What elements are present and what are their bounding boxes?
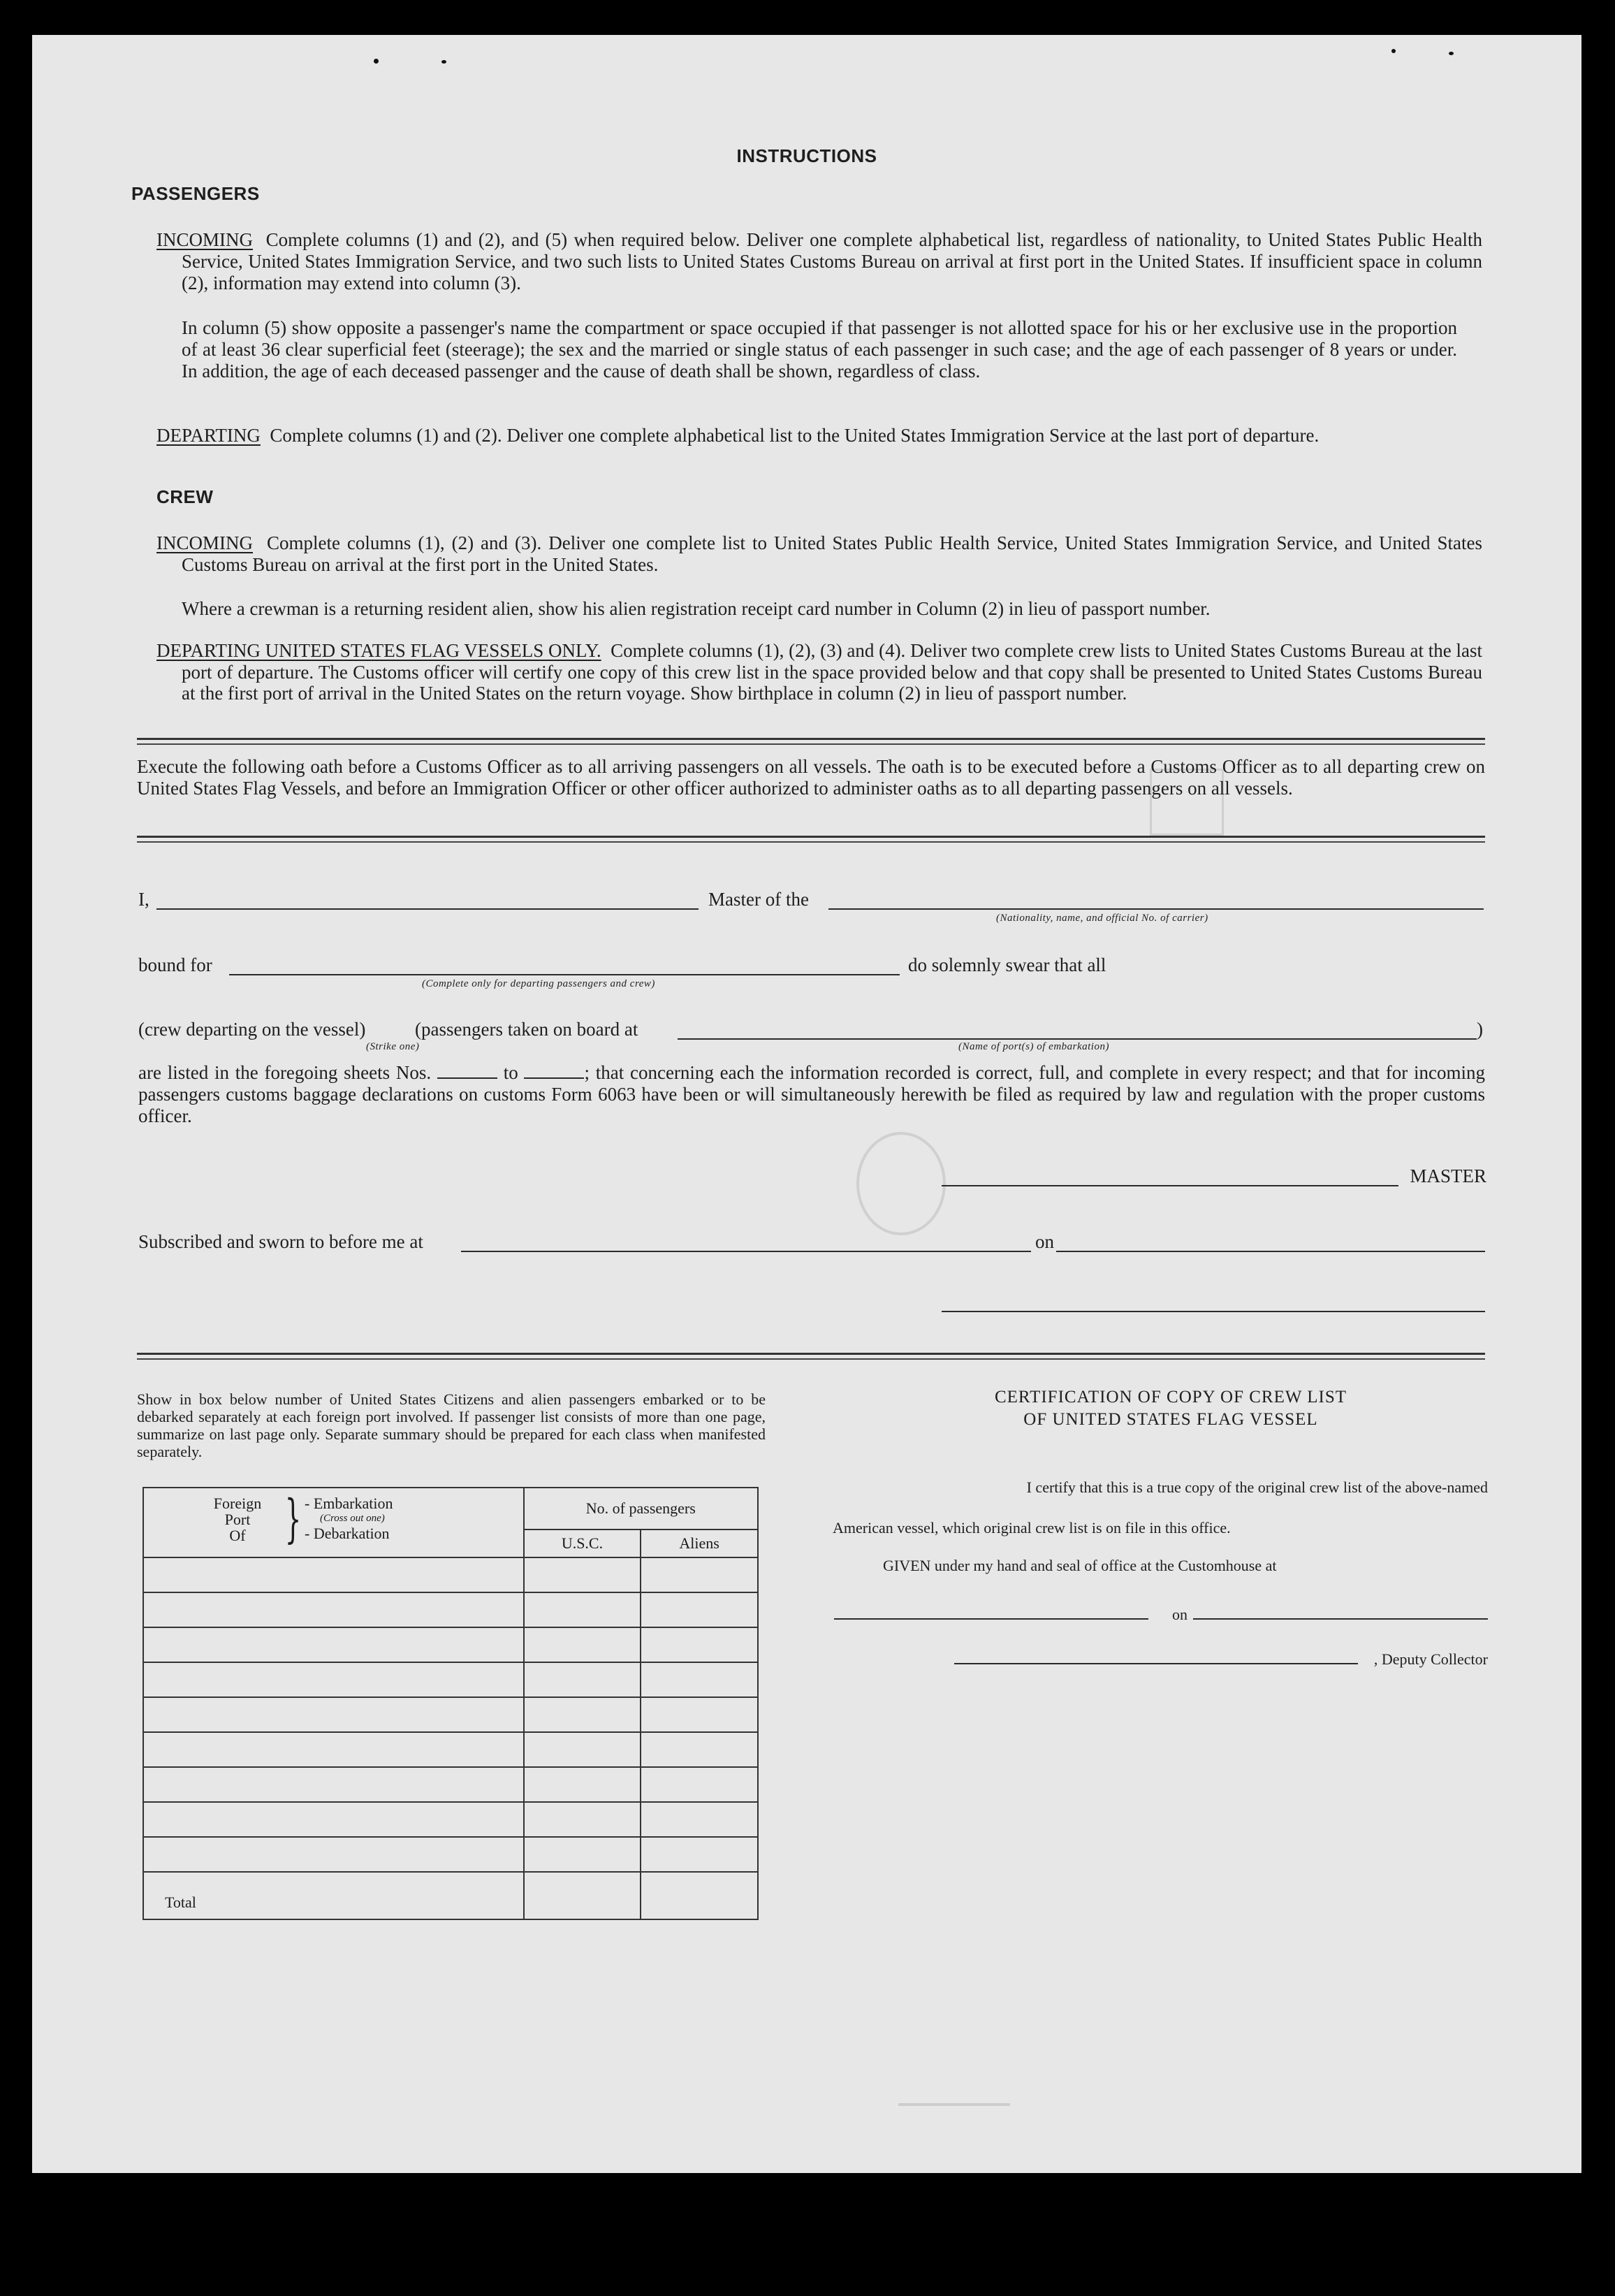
- certify-text: I certify that this is a true copy of the original crew list of the above-named: [1026, 1478, 1488, 1496]
- departing-label: DEPARTING: [156, 425, 261, 446]
- foreign-port-header: [143, 1488, 524, 1557]
- i-label: I,: [138, 889, 149, 910]
- oath-intro: Execute the following oath before a Customs Officer as to all arriving passengers on all vessels. The oath is to be executed before a Customs Officer as to all departing crew on United States Flag Vessels, and before an Immigration Officer or other officer authorized to administer oaths as to all departing passengers on all vessels.: [137, 756, 1485, 799]
- bleed-through-mark: [898, 2103, 1010, 2134]
- summary-instructions: Show in box below number of United States Citizens and alien passengers embarked or to be debarked separately at each foreign port involved. If passenger list consists of more than one page, summarize on last page only. Separate summary should be prepared for each class when manifested separately.: [137, 1390, 766, 1460]
- crew-departing-option: (crew departing on the vessel): [138, 1019, 366, 1040]
- deputy-collector-label: , Deputy Collector: [1373, 1650, 1488, 1668]
- subscribed-on-label: on: [1035, 1231, 1054, 1252]
- departing-flag-label: DEPARTING UNITED STATES FLAG VESSELS ONLY.: [156, 640, 601, 661]
- certification-title-line1: CERTIFICATION OF COPY OF CREW LIST: [994, 1388, 1347, 1407]
- certification-title-line2: OF UNITED STATES FLAG VESSEL: [1023, 1410, 1318, 1429]
- crew-heading: CREW: [156, 486, 214, 507]
- column5-instructions: In column (5) show opposite a passenger's name the compartment or space occupied if that passenger is not allotted space for his or her exclusive use in the proportion of at least 36 clear superficial feet (steerage); the sex and the married or single status of each passenger in such case; and the age of each passenger of 8 years or under. In addition, the age of each deceased passenger and the cause of death shall be shown, regardless of class.: [182, 317, 1457, 382]
- aliens-cell[interactable]: [641, 1837, 758, 1872]
- passengers-departing-instructions: [156, 425, 1482, 446]
- returning-resident-note: Where a crewman is a returning resident alien, show his alien registration receipt card number in Column (2) in lieu of passport number.: [182, 598, 1211, 619]
- document-page: [32, 35, 1581, 2173]
- port-of-embarkation-field[interactable]: [678, 1038, 1477, 1040]
- port-cell[interactable]: [143, 1662, 524, 1697]
- page-title: INSTRUCTIONS: [736, 145, 877, 166]
- aliens-cell[interactable]: [641, 1662, 758, 1697]
- bound-for-field[interactable]: [229, 974, 900, 975]
- section-divider: [137, 836, 1485, 843]
- usc-cell[interactable]: [524, 1732, 641, 1767]
- table-row: [143, 1592, 758, 1627]
- master-signature-line[interactable]: [942, 1185, 1398, 1186]
- certification-on-label: on: [1172, 1606, 1188, 1623]
- table-row: [143, 1697, 758, 1732]
- port-cell[interactable]: [143, 1697, 524, 1732]
- aliens-cell[interactable]: [641, 1557, 758, 1592]
- listed-text-a: are listed in the foregoing sheets Nos.: [138, 1062, 432, 1083]
- section-divider: [137, 738, 1485, 745]
- american-vessel-text: American vessel, which original crew list is on file in this office.: [833, 1519, 1231, 1536]
- table-row: [143, 1557, 758, 1592]
- usc-header: U.S.C.: [524, 1530, 641, 1557]
- brace-icon: }: [284, 1489, 302, 1549]
- port-caption: (Name of port(s) of embarkation): [958, 1041, 1109, 1052]
- no-of-passengers-header: No. of passengers: [524, 1488, 758, 1530]
- table-row: [143, 1627, 758, 1662]
- certification-date-field[interactable]: [1193, 1618, 1488, 1620]
- total-label: Total: [143, 1872, 524, 1919]
- section-divider: [137, 1353, 1485, 1360]
- departing-flag-vessels-instructions: [156, 640, 1482, 704]
- usc-cell[interactable]: [524, 1697, 641, 1732]
- crew-incoming-instructions: [156, 532, 1482, 576]
- oath-listed-paragraph: [138, 1062, 1485, 1127]
- sheet-from-field[interactable]: [437, 1065, 497, 1079]
- usc-cell[interactable]: [524, 1592, 641, 1627]
- aliens-cell[interactable]: [641, 1592, 758, 1627]
- aliens-cell[interactable]: [641, 1697, 758, 1732]
- debarkation-label: - Debarkation: [305, 1525, 390, 1542]
- port-cell[interactable]: [143, 1592, 524, 1627]
- port-cell[interactable]: [143, 1767, 524, 1802]
- port-cell[interactable]: [143, 1732, 524, 1767]
- incoming-text: Complete columns (1) and (2), and (5) when required below. Deliver one complete alphabetical list, regardless of nationality, to United States Public Health Service, United States Immigration Service, and two such lists to United States Customs Bureau on arrival at first port in the United States. If insufficient space in column (2), information may extend into column (3).: [182, 229, 1482, 293]
- of-label: Of: [229, 1527, 246, 1544]
- table-row: [143, 1802, 758, 1837]
- bleed-through-mark: [856, 1132, 946, 1235]
- cross-out-caption: (Cross out one): [320, 1513, 385, 1524]
- aliens-header: Aliens: [641, 1530, 758, 1557]
- master-name-field[interactable]: [156, 908, 699, 910]
- officer-signature-line[interactable]: [942, 1311, 1485, 1312]
- master-label: MASTER: [1410, 1165, 1486, 1186]
- subscribed-place-field[interactable]: [461, 1251, 1031, 1252]
- embarkation-label: - Embarkation: [305, 1495, 393, 1512]
- passengers-taken-option: (passengers taken on board at: [415, 1019, 638, 1040]
- passengers-incoming-instructions: [156, 229, 1482, 294]
- usc-cell[interactable]: [524, 1802, 641, 1837]
- master-of-label: Master of the: [708, 889, 809, 910]
- sheet-to-field[interactable]: [524, 1065, 584, 1079]
- scan-speck: [1391, 49, 1396, 53]
- port-cell[interactable]: [143, 1557, 524, 1592]
- nationality-caption: (Nationality, name, and official No. of carrier): [996, 913, 1208, 924]
- usc-total-cell[interactable]: [524, 1872, 641, 1919]
- passengers-heading: PASSENGERS: [131, 183, 260, 204]
- subscribed-date-field[interactable]: [1056, 1251, 1485, 1252]
- usc-cell[interactable]: [524, 1837, 641, 1872]
- customhouse-field[interactable]: [834, 1618, 1148, 1620]
- aliens-cell[interactable]: [641, 1767, 758, 1802]
- subscribed-label: Subscribed and sworn to before me at: [138, 1231, 423, 1252]
- solemnly-swear-text: do solemnly swear that all: [908, 954, 1106, 975]
- aliens-cell[interactable]: [641, 1627, 758, 1662]
- total-row: [143, 1872, 758, 1919]
- port-cell[interactable]: [143, 1837, 524, 1872]
- departing-text: Complete columns (1) and (2). Deliver one complete alphabetical list to the United States Immigration Service at the last port of departure.: [270, 425, 1320, 446]
- listed-to: to: [503, 1062, 518, 1083]
- strike-one-caption: (Strike one): [366, 1041, 420, 1052]
- departing-flag-text: Complete columns (1), (2), (3) and (4). Deliver two complete crew lists to United States Customs Bureau at the last port of departure. The Customs officer will certify one copy of this crew list in the space provided below and that copy shall be presented to United States Customs Bureau at the first port of arrival in the United States on the return voyage. Show birthplace in column (2) in lieu of passport number.: [182, 640, 1482, 704]
- port-cell[interactable]: [143, 1627, 524, 1662]
- carrier-field[interactable]: [828, 908, 1484, 910]
- aliens-cell[interactable]: [641, 1732, 758, 1767]
- port-cell[interactable]: [143, 1802, 524, 1837]
- crew-incoming-label: INCOMING: [156, 532, 253, 553]
- usc-cell[interactable]: [524, 1627, 641, 1662]
- table-row: [143, 1732, 758, 1767]
- listed-text-b: ; that concerning each the information recorded is correct, full, and complete in every respect; and that for incoming passengers customs baggage declarations on customs Form 6063 have been or will simultaneously herewith be filed as required by law and regulation with the proper customs officer.: [138, 1062, 1486, 1126]
- table-row: [143, 1767, 758, 1802]
- aliens-total-cell[interactable]: [641, 1872, 758, 1919]
- foreign-label: Foreign: [213, 1495, 262, 1512]
- aliens-cell[interactable]: [641, 1802, 758, 1837]
- incoming-label: INCOMING: [156, 229, 253, 250]
- complete-only-caption: (Complete only for departing passengers and crew): [422, 978, 655, 989]
- close-paren: ): [1477, 1019, 1483, 1040]
- scan-speck: [1449, 52, 1454, 55]
- port-label: Port: [224, 1511, 251, 1528]
- passenger-summary-table: [142, 1487, 759, 1920]
- table-row: [143, 1662, 758, 1697]
- usc-cell[interactable]: [524, 1662, 641, 1697]
- scan-speck: [441, 60, 446, 64]
- crew-incoming-text: Complete columns (1), (2) and (3). Deliver one complete list to United States Public Health Service, United States Immigration Service, and United States Customs Bureau on arrival at the first port in the United States.: [182, 532, 1483, 575]
- scan-speck: [374, 59, 379, 64]
- deputy-collector-signature-line[interactable]: [954, 1663, 1358, 1664]
- usc-cell[interactable]: [524, 1767, 641, 1802]
- table-row: [143, 1837, 758, 1872]
- given-text: GIVEN under my hand and seal of office at the Customhouse at: [883, 1557, 1277, 1574]
- bound-for-label: bound for: [138, 954, 212, 975]
- usc-cell[interactable]: [524, 1557, 641, 1592]
